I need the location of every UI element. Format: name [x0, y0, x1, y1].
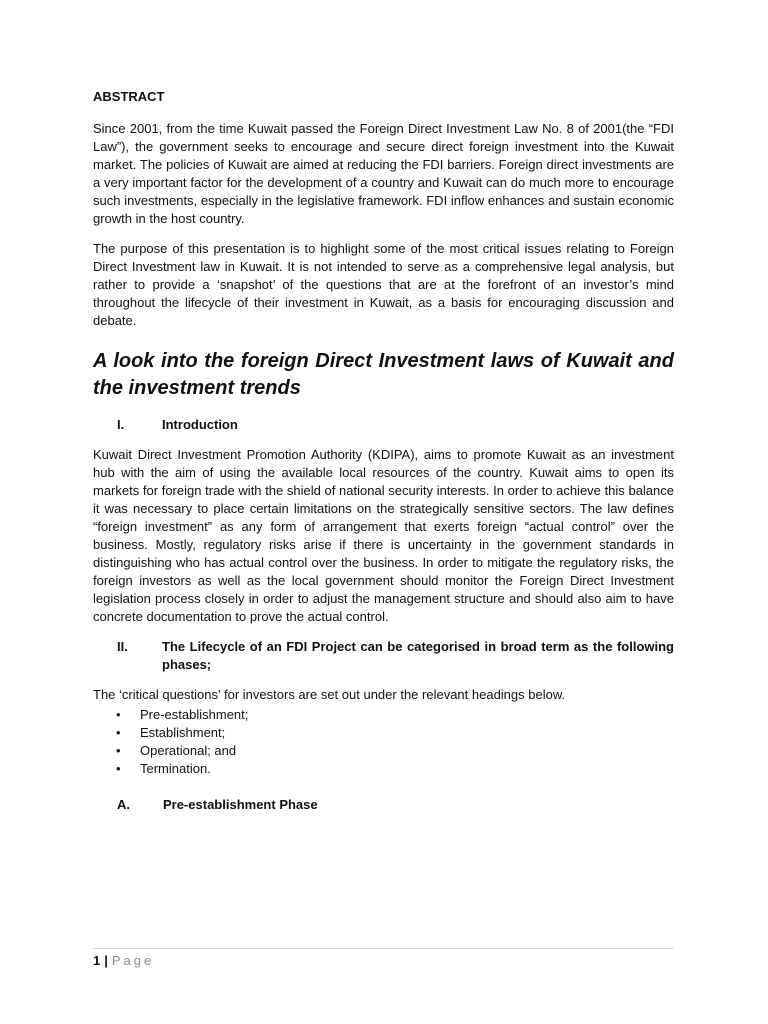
bullet-icon: •: [116, 725, 121, 740]
document-title: A look into the foreign Direct Investment laws of Kuwait and the investment trends: [93, 350, 674, 399]
abstract-paragraph-1: Since 2001, from the time Kuwait passed the Foreign Direct Investment Law No. 8 of 2001(the “FDI Law”), the government seeks to encourage and secure direct foreign investment into the Kuwait market. The policies of Kuwait are aimed at reducing the FDI barriers. Foreign direct investments are a very important factor for the development of a country and Kuwait can do much more to encourage such investments, especially in the legislative framework. FDI inflow enhances and sustain economic growth in the host country.: [93, 121, 674, 226]
list-item: [93, 742, 674, 760]
page-footer: [93, 948, 674, 970]
section-heading-lifecycle: [93, 638, 674, 674]
page-label: Page: [111, 953, 155, 968]
critical-questions-paragraph: The ‘critical questions’ for investors are set out under the relevant headings below.: [93, 687, 566, 702]
bullet-icon: •: [116, 743, 121, 758]
abstract-paragraph-2: The purpose of this presentation is to highlight some of the most critical issues relating to Foreign Direct Investment law in Kuwait. It is not intended to serve as a comprehensive legal analysis, but rather to provide a ‘snapshot’ of the questions that are at the forefront of an investor’s mind throughout the lifecycle of their investment in Kuwait, as a basis for encouraging discussion and debate.: [93, 241, 674, 328]
section-title: The Lifecycle of an FDI Project can be categorised in broad term as the following phases;: [162, 639, 674, 672]
introduction-paragraph: Kuwait Direct Investment Promotion Authority (KDIPA), aims to promote Kuwait as an investment hub with the aim of using the available local resources of the country. Kuwait aims to open its markets for foreign trade with the shield of national security interests. In order to achieve this balance it was necessary to place certain limitations on the strategically sensitive sectors. The law defines “foreign investment” as any form of arrangement that exerts foreign “actual control” over the business. Mostly, regulatory risks arise if there is uncertainty in the government standards in distinguishing who has actual control over the business. In order to mitigate the regulatory risks, the foreign investors as well as the local government should monitor the Foreign Direct Investment legislation process closely in order to adjust the management structure and should also aim to have concrete documentation to prove the actual control.: [93, 447, 674, 624]
phases-list: [93, 706, 674, 778]
list-item-label: Establishment;: [140, 725, 226, 740]
footer-separator: |: [104, 953, 108, 968]
bullet-icon: •: [116, 707, 121, 722]
list-item-label: Termination.: [140, 761, 211, 776]
section-number: II.: [117, 639, 128, 654]
section-title: Pre-establishment Phase: [163, 797, 318, 812]
bullet-icon: •: [116, 761, 121, 776]
list-item-label: Operational; and: [140, 743, 237, 758]
list-item: [93, 724, 674, 742]
section-number: A.: [117, 797, 130, 812]
section-number: I.: [117, 417, 125, 432]
page-number: 1: [93, 953, 101, 968]
list-item-label: Pre-establishment;: [140, 707, 249, 722]
section-heading-introduction: [93, 416, 674, 434]
section-heading-pre-establishment: [93, 796, 674, 814]
abstract-heading: ABSTRACT: [93, 89, 165, 104]
section-title: Introduction: [162, 417, 238, 432]
page-body: [93, 88, 674, 826]
list-item: [93, 706, 674, 724]
list-item: [93, 760, 674, 778]
